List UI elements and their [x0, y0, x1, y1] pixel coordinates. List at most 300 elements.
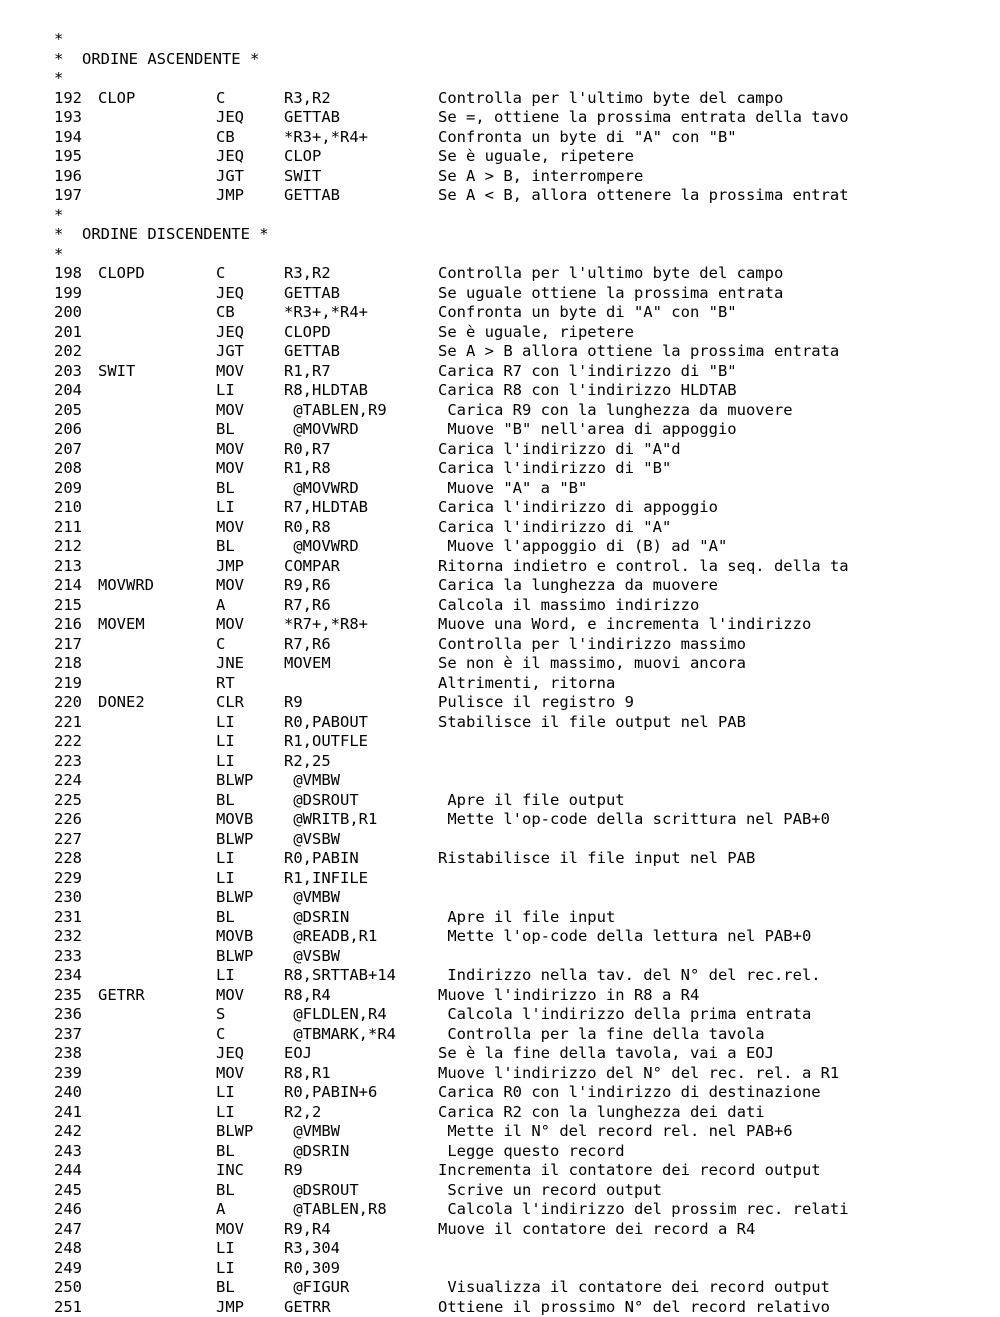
operand: R9 — [284, 1161, 303, 1181]
comment: Controlla per l'ultimo byte del campo — [438, 264, 783, 284]
line-number: 211 — [54, 518, 82, 538]
code-line — [54, 557, 994, 577]
opcode: BLWP — [216, 888, 253, 908]
opcode: MOV — [216, 986, 244, 1006]
code-line — [54, 771, 994, 791]
comment: Confronta un byte di "A" con "B" — [438, 303, 737, 323]
line-number: 196 — [54, 167, 82, 187]
line-label: MOVWRD — [98, 576, 154, 596]
code-line — [54, 1025, 994, 1045]
comment: Ottiene il prossimo N° del record relativo — [438, 1298, 830, 1317]
banner-text: * — [54, 245, 63, 265]
code-line — [54, 342, 994, 362]
comment: Calcola l'indirizzo del prossim rec. relati — [438, 1200, 849, 1220]
opcode: BLWP — [216, 947, 253, 967]
opcode: MOV — [216, 362, 244, 382]
code-line — [54, 888, 994, 908]
operand: R8,R4 — [284, 986, 331, 1006]
operand: R0,R8 — [284, 518, 331, 538]
operand: GETTAB — [284, 284, 340, 304]
line-number: 212 — [54, 537, 82, 557]
line-label: DONE2 — [98, 693, 145, 713]
code-line — [54, 927, 994, 947]
operand: R8,SRTTAB+14 — [284, 966, 396, 986]
line-label: GETRR — [98, 986, 145, 1006]
line-number: 194 — [54, 128, 82, 148]
opcode: BL — [216, 537, 235, 557]
operand: R9,R6 — [284, 576, 331, 596]
code-line — [54, 128, 994, 148]
code-line — [54, 596, 994, 616]
comment: Carica R7 con l'indirizzo di "B" — [438, 362, 737, 382]
opcode: LI — [216, 732, 235, 752]
opcode: C — [216, 1025, 225, 1045]
line-label: MOVEM — [98, 615, 145, 635]
line-number: 240 — [54, 1083, 82, 1103]
operand: R1,OUTFLE — [284, 732, 368, 752]
opcode: BL — [216, 420, 235, 440]
line-number: 230 — [54, 888, 82, 908]
code-line — [54, 908, 994, 928]
comment: Se è uguale, ripetere — [438, 323, 634, 343]
operand: EOJ — [284, 1044, 312, 1064]
line-number: 199 — [54, 284, 82, 304]
opcode: BLWP — [216, 830, 253, 850]
code-line — [54, 615, 994, 635]
code-line — [54, 576, 994, 596]
comment: Calcola il massimo indirizzo — [438, 596, 699, 616]
operand: @VMBW — [284, 888, 340, 908]
line-number: 215 — [54, 596, 82, 616]
comment: Carica l'indirizzo di appoggio — [438, 498, 718, 518]
opcode: LI — [216, 381, 235, 401]
opcode: LI — [216, 1239, 235, 1259]
code-line — [54, 401, 994, 421]
line-number: 216 — [54, 615, 82, 635]
opcode: JMP — [216, 1298, 244, 1317]
opcode: A — [216, 596, 225, 616]
line-number: 239 — [54, 1064, 82, 1084]
code-line — [54, 654, 994, 674]
banner-text: * — [54, 30, 63, 50]
opcode: LI — [216, 849, 235, 869]
operand: @MOVWRD — [284, 479, 359, 499]
opcode: MOV — [216, 459, 244, 479]
code-line — [54, 1220, 994, 1240]
operand: @DSROUT — [284, 791, 359, 811]
line-number: 245 — [54, 1181, 82, 1201]
section-banner-line — [54, 69, 994, 89]
opcode: LI — [216, 966, 235, 986]
comment: Muove una Word, e incrementa l'indirizzo — [438, 615, 811, 635]
comment: Mette il N° del record rel. nel PAB+6 — [438, 1122, 793, 1142]
code-line — [54, 635, 994, 655]
banner-text: * — [54, 69, 63, 89]
line-number: 222 — [54, 732, 82, 752]
code-line — [54, 518, 994, 538]
operand: @VSBW — [284, 947, 340, 967]
operand: R3,304 — [284, 1239, 340, 1259]
line-number: 219 — [54, 674, 82, 694]
code-line — [54, 1142, 994, 1162]
opcode: MOV — [216, 440, 244, 460]
line-number: 204 — [54, 381, 82, 401]
comment: Muove il contatore dei record a R4 — [438, 1220, 755, 1240]
operand: @MOVWRD — [284, 420, 359, 440]
opcode: JEQ — [216, 147, 244, 167]
line-number: 203 — [54, 362, 82, 382]
code-line — [54, 89, 994, 109]
operand: CLOPD — [284, 323, 331, 343]
section-banner-line — [54, 245, 994, 265]
comment: Controlla per l'indirizzo massimo — [438, 635, 746, 655]
line-number: 207 — [54, 440, 82, 460]
code-line — [54, 264, 994, 284]
opcode: BLWP — [216, 1122, 253, 1142]
operand: CLOP — [284, 147, 321, 167]
opcode: INC — [216, 1161, 244, 1181]
section-banner-line — [54, 225, 994, 245]
comment: Se è uguale, ripetere — [438, 147, 634, 167]
code-line — [54, 986, 994, 1006]
code-line — [54, 459, 994, 479]
operand: @TBMARK,*R4 — [284, 1025, 396, 1045]
operand: R0,PABOUT — [284, 713, 368, 733]
line-number: 251 — [54, 1298, 82, 1317]
operand: COMPAR — [284, 557, 340, 577]
line-number: 209 — [54, 479, 82, 499]
opcode: S — [216, 1005, 225, 1025]
operand: *R3+,*R4+ — [284, 128, 368, 148]
line-label: CLOPD — [98, 264, 145, 284]
line-number: 218 — [54, 654, 82, 674]
opcode: MOV — [216, 518, 244, 538]
line-number: 249 — [54, 1259, 82, 1279]
opcode: JEQ — [216, 1044, 244, 1064]
line-number: 243 — [54, 1142, 82, 1162]
operand: R2,25 — [284, 752, 331, 772]
code-line — [54, 713, 994, 733]
line-number: 247 — [54, 1220, 82, 1240]
operand: R0,PABIN — [284, 849, 359, 869]
line-number: 198 — [54, 264, 82, 284]
line-number: 231 — [54, 908, 82, 928]
line-number: 195 — [54, 147, 82, 167]
line-number: 220 — [54, 693, 82, 713]
operand: @READB,R1 — [284, 927, 377, 947]
line-number: 246 — [54, 1200, 82, 1220]
operand: @TABLEN,R8 — [284, 1200, 387, 1220]
operand: R9 — [284, 693, 303, 713]
opcode: C — [216, 264, 225, 284]
line-number: 244 — [54, 1161, 82, 1181]
line-number: 208 — [54, 459, 82, 479]
comment: Se non è il massimo, muovi ancora — [438, 654, 746, 674]
comment: Se è la fine della tavola, vai a EOJ — [438, 1044, 774, 1064]
opcode: BL — [216, 479, 235, 499]
opcode: LI — [216, 713, 235, 733]
operand: R0,309 — [284, 1259, 340, 1279]
operand: R8,R1 — [284, 1064, 331, 1084]
comment: Mette l'op-code della lettura nel PAB+0 — [438, 927, 811, 947]
line-label: CLOP — [98, 89, 135, 109]
operand: R1,INFILE — [284, 869, 368, 889]
comment: Apre il file input — [438, 908, 615, 928]
comment: Muove "A" a "B" — [438, 479, 587, 499]
opcode: CB — [216, 303, 235, 323]
code-line — [54, 498, 994, 518]
opcode: C — [216, 635, 225, 655]
line-number: 223 — [54, 752, 82, 772]
line-number: 224 — [54, 771, 82, 791]
line-number: 205 — [54, 401, 82, 421]
line-number: 201 — [54, 323, 82, 343]
code-line — [54, 381, 994, 401]
opcode: JMP — [216, 557, 244, 577]
opcode: LI — [216, 869, 235, 889]
operand: SWIT — [284, 167, 321, 187]
operand: R0,PABIN+6 — [284, 1083, 377, 1103]
code-line — [54, 791, 994, 811]
line-number: 225 — [54, 791, 82, 811]
comment: Se A > B allora ottiene la prossima entrata — [438, 342, 839, 362]
code-line — [54, 186, 994, 206]
line-number: 200 — [54, 303, 82, 323]
comment: Muove l'appoggio di (B) ad "A" — [438, 537, 727, 557]
opcode: C — [216, 89, 225, 109]
line-number: 232 — [54, 927, 82, 947]
operand: R1,R7 — [284, 362, 331, 382]
code-line — [54, 284, 994, 304]
line-number: 248 — [54, 1239, 82, 1259]
operand: GETRR — [284, 1298, 331, 1317]
code-line — [54, 1298, 994, 1317]
banner-text: * — [54, 206, 63, 226]
comment: Muove l'indirizzo del N° del rec. rel. a R1 — [438, 1064, 839, 1084]
operand: R8,HLDTAB — [284, 381, 368, 401]
comment: Se A > B, interrompere — [438, 167, 643, 187]
line-number: 210 — [54, 498, 82, 518]
comment: Incrementa il contatore dei record output — [438, 1161, 821, 1181]
line-number: 250 — [54, 1278, 82, 1298]
line-number: 228 — [54, 849, 82, 869]
code-line — [54, 1103, 994, 1123]
opcode: LI — [216, 752, 235, 772]
comment: Muove l'indirizzo in R8 a R4 — [438, 986, 699, 1006]
operand: R7,R6 — [284, 596, 331, 616]
operand: *R3+,*R4+ — [284, 303, 368, 323]
comment: Scrive un record output — [438, 1181, 662, 1201]
code-line — [54, 693, 994, 713]
opcode: A — [216, 1200, 225, 1220]
opcode: MOV — [216, 401, 244, 421]
comment: Visualizza il contatore dei record output — [438, 1278, 830, 1298]
banner-text: * ORDINE ASCENDENTE * — [54, 50, 259, 70]
code-line — [54, 674, 994, 694]
line-number: 202 — [54, 342, 82, 362]
code-line — [54, 732, 994, 752]
opcode: LI — [216, 1103, 235, 1123]
comment: Pulisce il registro 9 — [438, 693, 634, 713]
code-line — [54, 966, 994, 986]
code-line — [54, 362, 994, 382]
comment: Carica R0 con l'indirizzo di destinazione — [438, 1083, 821, 1103]
code-line — [54, 323, 994, 343]
code-line — [54, 830, 994, 850]
operand: GETTAB — [284, 186, 340, 206]
opcode: BL — [216, 1278, 235, 1298]
operand: R2,2 — [284, 1103, 321, 1123]
opcode: JGT — [216, 167, 244, 187]
line-number: 233 — [54, 947, 82, 967]
line-number: 197 — [54, 186, 82, 206]
code-line — [54, 303, 994, 323]
opcode: MOV — [216, 1220, 244, 1240]
code-line — [54, 849, 994, 869]
code-line — [54, 108, 994, 128]
line-number: 242 — [54, 1122, 82, 1142]
operand: R7,R6 — [284, 635, 331, 655]
code-line — [54, 1239, 994, 1259]
opcode: JEQ — [216, 323, 244, 343]
comment: Carica l'indirizzo di "A"d — [438, 440, 681, 460]
line-number: 193 — [54, 108, 82, 128]
opcode: BL — [216, 1181, 235, 1201]
line-number: 227 — [54, 830, 82, 850]
code-line — [54, 479, 994, 499]
code-line — [54, 1083, 994, 1103]
code-line — [54, 1005, 994, 1025]
operand: @FIGUR — [284, 1278, 349, 1298]
code-line — [54, 420, 994, 440]
opcode: MOV — [216, 1064, 244, 1084]
opcode: MOVB — [216, 927, 253, 947]
line-number: 226 — [54, 810, 82, 830]
comment: Se =, ottiene la prossima entrata della tavo — [438, 108, 849, 128]
opcode: MOVB — [216, 810, 253, 830]
operand: @DSROUT — [284, 1181, 359, 1201]
code-line — [54, 1161, 994, 1181]
opcode: JMP — [216, 186, 244, 206]
comment: Apre il file output — [438, 791, 625, 811]
section-banner-line — [54, 206, 994, 226]
comment: Carica l'indirizzo di "B" — [438, 459, 671, 479]
code-line — [54, 147, 994, 167]
code-listing — [54, 30, 994, 1317]
line-number: 192 — [54, 89, 82, 109]
comment: Ritorna indietro e control. la seq. della ta — [438, 557, 849, 577]
opcode: JEQ — [216, 108, 244, 128]
operand: @FLDLEN,R4 — [284, 1005, 387, 1025]
comment: Se uguale ottiene la prossima entrata — [438, 284, 783, 304]
code-line — [54, 1044, 994, 1064]
operand: R3,R2 — [284, 264, 331, 284]
line-number: 234 — [54, 966, 82, 986]
opcode: JNE — [216, 654, 244, 674]
operand: @VMBW — [284, 771, 340, 791]
section-banner-line — [54, 30, 994, 50]
line-number: 238 — [54, 1044, 82, 1064]
opcode: LI — [216, 1083, 235, 1103]
comment: Muove "B" nell'area di appoggio — [438, 420, 737, 440]
operand: @DSRIN — [284, 908, 349, 928]
code-line — [54, 1181, 994, 1201]
opcode: CB — [216, 128, 235, 148]
code-line — [54, 1122, 994, 1142]
line-number: 235 — [54, 986, 82, 1006]
line-number: 229 — [54, 869, 82, 889]
code-line — [54, 167, 994, 187]
comment: Confronta un byte di "A" con "B" — [438, 128, 737, 148]
comment: Stabilisce il file output nel PAB — [438, 713, 746, 733]
opcode: LI — [216, 498, 235, 518]
line-number: 241 — [54, 1103, 82, 1123]
operand: R1,R8 — [284, 459, 331, 479]
comment: Legge questo record — [438, 1142, 625, 1162]
line-label: SWIT — [98, 362, 135, 382]
operand: *R7+,*R8+ — [284, 615, 368, 635]
line-number: 214 — [54, 576, 82, 596]
comment: Carica R9 con la lunghezza da muovere — [438, 401, 793, 421]
banner-text: * ORDINE DISCENDENTE * — [54, 225, 269, 245]
comment: Ristabilisce il file input nel PAB — [438, 849, 755, 869]
opcode: MOV — [216, 576, 244, 596]
comment: Carica l'indirizzo di "A" — [438, 518, 671, 538]
code-line — [54, 947, 994, 967]
line-number: 221 — [54, 713, 82, 733]
opcode: BL — [216, 1142, 235, 1162]
line-number: 217 — [54, 635, 82, 655]
opcode: LI — [216, 1259, 235, 1279]
comment: Indirizzo nella tav. del N° del rec.rel. — [438, 966, 821, 986]
line-number: 237 — [54, 1025, 82, 1045]
code-line — [54, 1259, 994, 1279]
section-banner-line — [54, 50, 994, 70]
code-line — [54, 752, 994, 772]
line-number: 213 — [54, 557, 82, 577]
operand: @DSRIN — [284, 1142, 349, 1162]
comment: Controlla per la fine della tavola — [438, 1025, 765, 1045]
opcode: BL — [216, 908, 235, 928]
code-line — [54, 537, 994, 557]
line-number: 206 — [54, 420, 82, 440]
operand: @VSBW — [284, 830, 340, 850]
opcode: JEQ — [216, 284, 244, 304]
code-line — [54, 1200, 994, 1220]
operand: R7,HLDTAB — [284, 498, 368, 518]
code-line — [54, 810, 994, 830]
operand: @TABLEN,R9 — [284, 401, 387, 421]
opcode: MOV — [216, 615, 244, 635]
comment: Se A < B, allora ottenere la prossima entrat — [438, 186, 849, 206]
code-line — [54, 869, 994, 889]
comment: Altrimenti, ritorna — [438, 674, 615, 694]
operand: @WRITB,R1 — [284, 810, 377, 830]
operand: R9,R4 — [284, 1220, 331, 1240]
comment: Carica R2 con la lunghezza dei dati — [438, 1103, 765, 1123]
comment: Carica la lunghezza da muovere — [438, 576, 718, 596]
operand: MOVEM — [284, 654, 331, 674]
comment: Calcola l'indirizzo della prima entrata — [438, 1005, 811, 1025]
operand: GETTAB — [284, 108, 340, 128]
opcode: RT — [216, 674, 235, 694]
operand: R3,R2 — [284, 89, 331, 109]
code-line — [54, 1064, 994, 1084]
opcode: CLR — [216, 693, 244, 713]
operand: @MOVWRD — [284, 537, 359, 557]
comment: Mette l'op-code della scrittura nel PAB+0 — [438, 810, 830, 830]
opcode: BL — [216, 791, 235, 811]
